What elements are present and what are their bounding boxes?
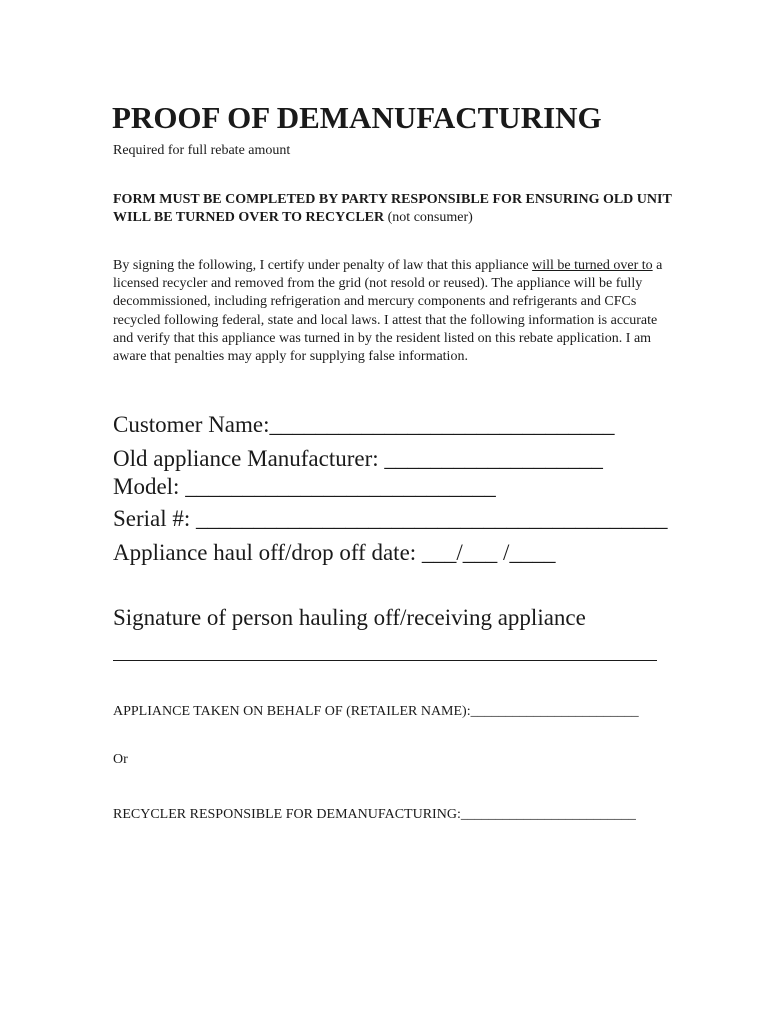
or-text: Or (113, 752, 128, 767)
certification-rest: a licensed recycler and removed from the grid (not resold or reused). The appliance will be fully decommissioned, including refrigeration and mercury components and refrigerants and CFCs recycled following federal, state and local laws. I attest that the following information is accurate and verify that this appliance was turned in by the resident listed on this rebate application. I am aware that penalties may apply for supplying false information. (113, 258, 663, 365)
certification-paragraph (113, 257, 673, 366)
signature-line[interactable] (113, 660, 657, 661)
manufacturer-field[interactable]: Old appliance Manufacturer: ___________________ (113, 446, 603, 471)
page-subtitle: Required for full rebate amount (113, 143, 291, 158)
certification-underlined: will be turned over to (532, 258, 653, 273)
notice-plain-text: (not consumer) (384, 210, 473, 225)
model-field[interactable]: Model: ___________________________ (113, 474, 496, 499)
retailer-name-field[interactable]: APPLIANCE TAKEN ON BEHALF OF (RETAILER NAME):________________________ (113, 704, 639, 719)
serial-field[interactable]: Serial #: _________________________________________ (113, 506, 668, 531)
haul-date-field[interactable]: Appliance haul off/drop off date: ___/___ /____ (113, 540, 556, 565)
signature-label: Signature of person hauling off/receiving appliance (113, 605, 586, 630)
notice-bold-text: FORM MUST BE COMPLETED BY PARTY RESPONSIBLE FOR ENSURING OLD UNIT WILL BE TURNED OVER TO RECYCLER (113, 192, 672, 225)
completion-notice (113, 191, 673, 227)
page-title: PROOF OF DEMANUFACTURING (112, 100, 602, 135)
recycler-field[interactable]: RECYCLER RESPONSIBLE FOR DEMANUFACTURING:_________________________ (113, 807, 636, 822)
certification-intro: By signing the following, I certify under penalty of law that this appliance (113, 258, 533, 273)
customer-name-field[interactable]: Customer Name:______________________________ (113, 412, 615, 437)
